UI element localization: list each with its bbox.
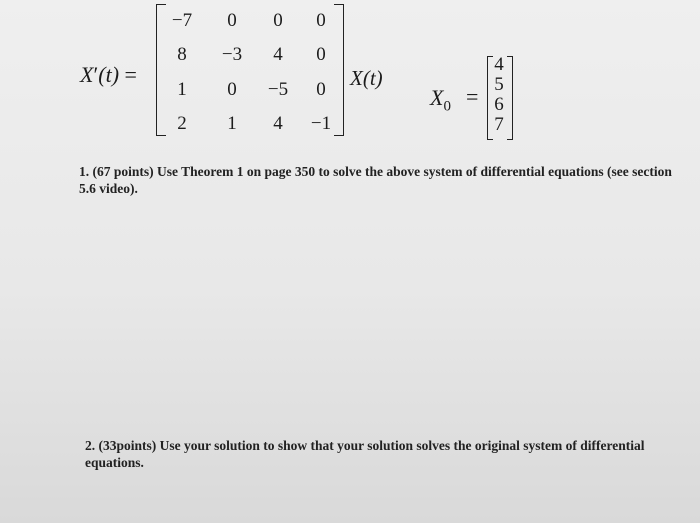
matrix-cell: 4 (273, 113, 283, 134)
lhs-prime: ′ (93, 62, 99, 87)
equation-lhs (80, 62, 137, 88)
initial-vector-entry: 6 (494, 94, 504, 115)
lhs-equals: = (124, 62, 137, 87)
matrix-cell: −5 (267, 79, 289, 100)
lhs-variable: X (80, 62, 94, 87)
matrix-cell: 0 (316, 10, 326, 31)
matrix-cell: 4 (273, 44, 283, 65)
matrix-cell: −1 (310, 113, 332, 134)
initial-vector-entry: 4 (494, 54, 504, 75)
matrix-cell: 0 (273, 10, 283, 31)
matrix-cell: 0 (227, 10, 237, 31)
matrix-cell: 2 (177, 113, 187, 134)
initial-label-letter: X (430, 85, 444, 110)
initial-label-subscript: 0 (443, 98, 451, 115)
initial-condition-label (430, 85, 451, 115)
matrix-cell: −3 (221, 44, 243, 65)
matrix-cell: 0 (316, 44, 326, 65)
initial-equals: = (466, 84, 479, 109)
question-1: 1. (67 points) Use Theorem 1 on page 350 to solve the above system of differential equations (see section 5.6 video). (79, 164, 672, 196)
lhs-argument: (t) (98, 62, 120, 87)
matrix-cell: 0 (316, 79, 326, 100)
matrix-cell: 1 (177, 79, 187, 100)
initial-vector-entry: 5 (494, 74, 504, 95)
rhs-vector-label: X(t) (350, 66, 383, 90)
matrix-cell: 0 (227, 79, 237, 100)
question-2: 2. (33points) Use your solution to show that your solution solves the original system of differential equations. (85, 438, 645, 470)
matrix-cell: 8 (177, 44, 187, 65)
initial-vector-entry: 7 (494, 114, 504, 135)
matrix-cell: 1 (227, 113, 237, 134)
matrix-cell: −7 (171, 10, 193, 31)
